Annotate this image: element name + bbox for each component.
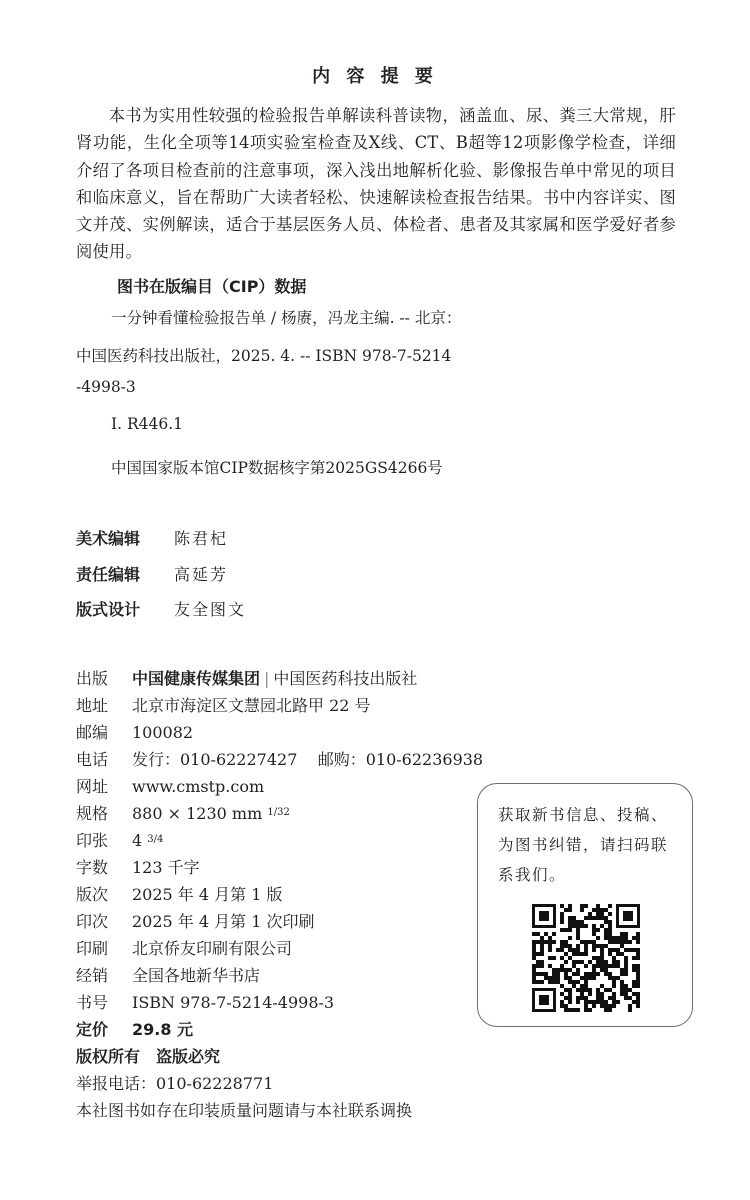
spec-value: 880 × 1230 mm — [132, 804, 263, 823]
cip-line-4: Ⅰ. R446.1 — [111, 415, 184, 433]
words-row — [76, 855, 200, 882]
postcode-value: 100082 — [132, 723, 194, 742]
cip-line-5: 中国国家版本馆CIP数据核字第2025GS4266号 — [111, 459, 443, 477]
cip-line-1: 一分钟看懂检验报告单 / 杨赓，冯龙主编. -- 北京： — [111, 309, 462, 327]
distributor-value: 全国各地新华书店 — [132, 966, 261, 985]
price-row — [76, 1017, 193, 1044]
responsible-editor-name: 高延芳 — [174, 565, 229, 584]
address-value: 北京市海淀区文慧园北路甲 22 号 — [132, 696, 371, 715]
words-value: 123 千字 — [132, 858, 200, 877]
page-heading: 内 容 提 要 — [312, 66, 438, 87]
sheets-fraction: 3/4 — [147, 834, 164, 845]
spec-label: 规格 — [76, 804, 109, 823]
phone-row — [76, 747, 483, 774]
website-label: 网址 — [76, 777, 109, 796]
publisher-label: 出版 — [76, 669, 109, 688]
isbn-label: 书号 — [76, 993, 109, 1012]
printer-label: 印刷 — [76, 939, 109, 958]
edition-label: 版次 — [76, 885, 109, 904]
layout-design-label: 版式设计 — [76, 600, 141, 619]
words-label: 字数 — [76, 858, 109, 877]
phone-value: 发行：010-62227427 邮购：010-62236938 — [132, 750, 484, 769]
copyright-row — [76, 1044, 220, 1071]
cip-line-3: -4998-3 — [76, 378, 136, 396]
printer-row — [76, 936, 292, 963]
spec-fraction: 1/32 — [267, 807, 290, 818]
sheets-label: 印张 — [76, 831, 109, 850]
cip-title: 图书在版编目（CIP）数据 — [117, 277, 307, 296]
website-value[interactable]: www.cmstp.com — [132, 777, 265, 796]
printing-label: 印次 — [76, 912, 109, 931]
sheets-row — [76, 828, 163, 855]
postcode-label: 邮编 — [76, 723, 109, 742]
edition-row — [76, 882, 283, 909]
art-editor-name: 陈君杞 — [174, 529, 229, 548]
distributor-label: 经销 — [76, 966, 109, 985]
cip-line-2: 中国医药科技出版社，2025. 4. -- ISBN 978-7-5214 — [76, 347, 452, 365]
report-phone: 举报电话：010-62228771 — [76, 1074, 274, 1093]
abstract-paragraph: 本书为实用性较强的检验报告单解读科普读物，涵盖血、尿、粪三大常规，肝肾功能，生化全项等14项实验室检查及X线、CT、B超等12项影像学检查，详细介绍了各项目检查前的注意事项，深入浅出地解析化验、影像报告单中常见的项目和临床意义，旨在帮助广大读者轻松、快速解读检查报告结果。书中内容详实、图文并茂、实例解读，适合于基层医务人员、体检者、患者及其家属和医学爱好者参阅使用。 — [76, 106, 676, 262]
spec-row — [76, 801, 290, 828]
edition-value: 2025 年 4 月第 1 版 — [132, 885, 283, 904]
phone-label: 电话 — [76, 750, 109, 769]
printer-value: 北京侨友印刷有限公司 — [132, 939, 293, 958]
address-label: 地址 — [76, 696, 109, 715]
publisher-row — [76, 666, 417, 693]
qr-code-icon[interactable] — [532, 904, 640, 1012]
publisher-name: 中国医药科技出版社 — [273, 669, 418, 688]
isbn-value: ISBN 978-7-5214-4998-3 — [132, 993, 335, 1012]
sheets-whole: 4 — [132, 831, 143, 850]
printing-row — [76, 909, 315, 936]
publisher-group: 中国健康传媒集团 — [132, 669, 261, 688]
art-editor-label: 美术编辑 — [76, 529, 141, 548]
distributor-row — [76, 963, 260, 990]
price-label: 定价 — [76, 1020, 109, 1039]
qr-info-text: 获取新书信息、投稿、为图书纠错，请扫码联系我们。 — [498, 806, 669, 884]
copyright-notice: 版权所有 盗版必究 — [76, 1047, 221, 1066]
quality-note-row — [76, 1098, 412, 1125]
address-row — [76, 693, 371, 720]
report-phone-row — [76, 1071, 273, 1098]
printing-value: 2025 年 4 月第 1 次印刷 — [132, 912, 315, 931]
website-row — [76, 774, 264, 801]
quality-note: 本社图书如存在印装质量问题请与本社联系调换 — [76, 1101, 413, 1120]
responsible-editor-label: 责任编辑 — [76, 565, 141, 584]
qr-info-box — [477, 783, 693, 1027]
layout-designer-name: 友全图文 — [174, 600, 247, 619]
isbn-row — [76, 990, 334, 1017]
price-value: 29.8 元 — [132, 1020, 194, 1039]
postcode-row — [76, 720, 193, 747]
publisher-separator: | — [264, 669, 270, 688]
